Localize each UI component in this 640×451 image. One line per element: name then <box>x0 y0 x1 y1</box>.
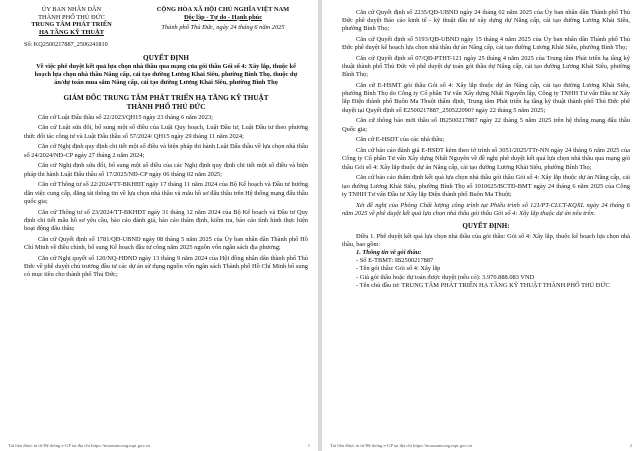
document-page-1 <box>0 0 318 451</box>
page-number: 1 <box>307 443 310 448</box>
page-number: 2 <box>629 443 632 448</box>
legal-basis-paragraph: Căn cứ E-HSDT của các nhà thầu; <box>356 136 445 144</box>
issuer-title-line-2: THÀNH PHỐ THỦ ĐỨC <box>126 102 206 111</box>
legal-basis-paragraph: Căn cứ Nghị quyết số 120/NQ-HĐND ngày 13 tháng 9 năm 2024 của Hội đồng nhân dân thành phố Thủ Đức về phê duyệt chủ trương đầu tư các dự án sử dụng nguồn vốn ngân sách Thành phố Hồ Chí Minh bổ sung có mục tiêu cho thành phố Thủ Đức; <box>24 254 308 279</box>
package-info-item: - Giá gói thầu hoặc dự toán được duyệt (nếu có): 3.970.888.083 VND <box>356 273 535 281</box>
footer-source-text: Tải liệu được in từ Hệ thống e-GP tại địa chỉ https://muasamcong.mpi.gov.vn <box>8 443 150 448</box>
legal-basis-paragraph: Căn cứ thông báo mời thầu số IB2500217887 ngày 22 tháng 5 năm 2025 trên hệ thống mạng đấu thầu Quốc gia; <box>342 117 630 133</box>
document-header <box>24 6 308 36</box>
article-1: Điều 1. Phê duyệt kết quả lựa chọn nhà thầu của gói thầu: Gói số 4: Xây lắp, thuộc kế hoạch lựa chọn nhà thầu, bao gồm: <box>342 232 630 248</box>
legal-basis-paragraph: Căn cứ Luật sửa đổi, bổ sung một số điều của Luật Quy hoạch, Luật Đầu tư, Luật Đầu tư theo phương thức đối tác công tư và Luật Đấu thầu số 57/2024/ QH15 ngày 29 tháng 11 năm 2024; <box>24 124 308 140</box>
legal-basis-paragraph: Căn cứ Quyết định số 2235/QĐ-UBND ngày 24 tháng 02 năm 2025 của Ủy ban nhân dân Thành phố Thủ Đức phê duyệt Báo cáo kinh tế - kỹ thuật đầu tư xây dựng dự Nâng cấp, cải tạo đường Lương Khải Siêu, phường Bình Thọ; <box>342 8 630 32</box>
package-info-item: - Tên gói thầu: Gói số 4: Xây lắp <box>356 265 441 273</box>
issuer-title-line-1: GIÁM ĐỐC TRUNG TÂM PHÁT TRIỂN HẠ TẦNG KỸ THUẬT <box>63 94 269 103</box>
footer-source-text: Tải liệu được in từ Hệ thống e-GP tại địa chỉ https://muasamcong.mpi.gov.vn <box>330 443 472 448</box>
national-motto: Độc lập - Tự do - Hạnh phúc <box>183 13 263 21</box>
decision-title: QUYẾT ĐỊNH <box>143 54 189 63</box>
page-footer <box>330 443 632 448</box>
legal-basis-paragraph: Căn cứ báo cáo thẩm định kết quả lựa chọn nhà thầu gói thầu Gói số 4: Xây lắp thuộc dự án Nâng cấp, cải tạo đường Lương Khải Siêu, phường Bình Thọ số 1010625/BCTĐ-BMT ngày 24 tháng 6 năm 2025 của Công ty TNHH Tư vấn Đầu tư Xây lắp Điện thành phố Buôn Ma Thuột; <box>342 174 630 198</box>
legal-basis-paragraph: Căn cứ Nghị định quy định chi tiết một số điều và biện pháp thi hành Luật Đấu thầu về lựa chọn nhà thầu số 24/2024/NĐ-CP ngày 27 tháng 2 năm 2024; <box>24 143 308 159</box>
document-page-2 <box>322 0 640 451</box>
org-parent-line: ỦY BAN NHÂN DÂN <box>41 6 102 13</box>
org-name-line-2: HẠ TẦNG KỸ THUẬT <box>39 28 104 36</box>
legal-basis-paragraph: Căn cứ Quyết định số 1781/QĐ-UBND ngày 08 tháng 5 năm 2025 của Ủy ban nhân dân Thành phố Hồ Chí Minh về điều chỉnh, bổ sung Kế hoạch đầu tư công năm 2025 nguồn vốn ngân sách địa phương; <box>24 235 308 251</box>
legal-basis-paragraph: Căn cứ Quyết định số 07/QĐ-PTHT-121 ngày 25 tháng 4 năm 2025 của Trung tâm Phát triển hạ tầng kỹ thuật thành phố Thủ Đức về phê duyệt dự toán gói thầu dự Nâng cấp, cải tạo đường Lương Khải Siêu, phường Bình Thọ; <box>342 54 630 79</box>
place-date: Thành phố Thủ Đức, ngày 24 tháng 6 năm 2025 <box>161 24 285 32</box>
package-info-item: - Tên chủ đầu tư: TRUNG TÂM PHÁT TRIỂN HẠ TẦNG KỸ THUẬT THÀNH PHỐ THỦ ĐỨC <box>356 281 610 289</box>
page-footer <box>8 443 310 448</box>
legal-basis-paragraph: Căn cứ Nghị định sửa đổi, bổ sung một số điều của các Nghị định quy định chi tiết một số điều và biện pháp thi hành Luật Đấu thầu số 17/2025/NĐ-CP ngày 06 tháng 02 năm 2025; <box>24 162 308 178</box>
issuer-title <box>24 94 308 111</box>
document-number: Số: KQ2500217887_2506241810 <box>24 41 108 49</box>
issuing-organization <box>24 6 119 36</box>
legal-basis-paragraph: Căn cứ Luật Đấu thầu số 22/2023/QH15 ngày 23 tháng 6 năm 2023; <box>38 113 213 121</box>
proposal-paragraph: Xét đề nghị của Phòng Chất lượng công trình tại Phiếu trình số 121/PT-CLCT-KQXL ngày 24 tháng 6 năm 2025 về phê duyệt kết quả lựa chọn nhà thầu gói thầu Gói số 4: Xây lắp thuộc dự án nêu trên. <box>342 201 630 217</box>
legal-basis-paragraph: Căn cứ Quyết định số 5193/QĐ-UBND ngày 15 tháng 4 năm 2025 của Ủy ban nhân dân Thành phố Thủ Đức phê duyệt kế hoạch lựa chọn nhà thầu dự án Nâng cấp, cải tạo đường Lương Khải Siêu, phường Bình Thọ; <box>342 35 630 51</box>
legal-basis-paragraph: Căn cứ báo cáo đánh giá E-HSDT kèm theo tờ trình số 3051/2025/TTr-NN ngày 24 tháng 6 năm 2025 của Công ty Cổ phần Tư vấn Xây dựng Nhất Nguyên về đề nghị phê duyệt kết quả lựa chọn nhà thầu qua mạng gói thầu Gói số 4: Xây lắp thuộc dự án Nâng cấp, cải tạo đường Lương Khải Siêu, phường Bình Thọ; <box>342 147 630 171</box>
legal-basis-paragraph: Căn cứ Thông tư số 22/2024/TT-BKHĐT ngày 17 tháng 11 năm 2024 của Bộ Kế hoạch và Đầu tư hướng dẫn việc cung cấp, đăng tải thông tin về lựa chọn nhà thầu và mẫu hồ sơ đấu thầu trên Hệ thống mạng đấu thầu quốc gia; <box>24 181 308 205</box>
legal-basis-paragraph: Căn cứ Thông tư số 23/2024/TT-BKHĐT ngày 31 tháng 12 năm 2024 của Bộ Kế hoạch và Đầu tư Quy định chi tiết mẫu hồ sơ yêu cầu, báo cáo đánh giá, báo cáo thẩm định, kiểm tra, báo cáo tình hình thực hiện hoạt động đấu thầu; <box>24 208 308 232</box>
legal-basis-paragraph: Căn cứ E-HSMT gói thầu Gói số 4: Xây lắp thuộc dự án Nâng cấp, cải tạo đường Lương Khải Siêu, phường Bình Thọ do Công ty Cổ phần Tư vấn Xây dựng Nhất Nguyên lập, Công ty TNHH Tư vấn Đầu tư Xây lắp Điện thành phố Buôn Ma Thuột thẩm định, Trung tâm Phát triển hạ tầng kỹ thuật thành phố Thủ Đức phê duyệt tại Quyết định số E2500217887_250522090? ngày 22 tháng 5 năm 2025; <box>342 82 630 114</box>
decision-subject: Về việc phê duyệt kết quả lựa chọn nhà thầu qua mạng của gói thầu Gói số 4: Xây lắp, thuộc kế hoạch lựa chọn nhà thầu Nâng cấp, cải tạo đường Lương Khải Siêu, phường Bình Thọ, thuộc dự án/dự toán mua sắm Nâng cấp, cải tạo đường Lương Khải Siêu, phường Bình Thọ <box>34 63 298 86</box>
national-header <box>138 6 308 36</box>
decides-heading: QUYẾT ĐỊNH: <box>462 222 510 231</box>
org-parent-line-2: THÀNH PHỐ THỦ ĐỨC <box>38 13 105 21</box>
org-name-line: TRUNG TÂM PHÁT TRIỂN <box>31 21 112 29</box>
country-name: CỘNG HÒA XÃ HỘI CHỦ NGHĨA VIỆT NAM <box>156 6 290 13</box>
package-info-item: - Số E-TBMT: IB2500217887 <box>356 257 434 265</box>
section-1-heading: 1. Thông tin về gói thầu: <box>356 249 422 257</box>
